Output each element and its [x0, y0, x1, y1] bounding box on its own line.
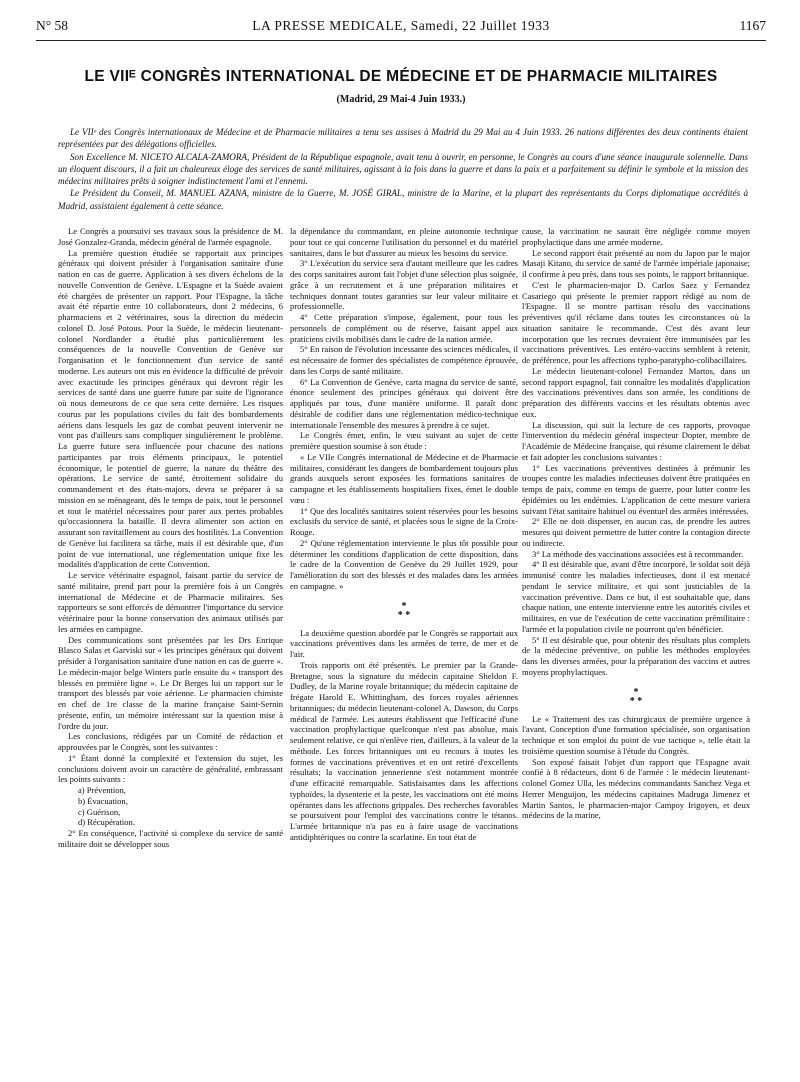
paragraph: Son exposé faisait l'objet d'un rapport que l'Espagne avait confié à 8 rédacteurs, dont 6 de l'armée : le médecin lieutenant-colonel Gomez Ulla, les médecins commandants Sanchez Vega et Herrer Menguijon, les médecins capitaines Madruga Jimenez et Martin Santos, le pharmacien-major Campoy Irigoyen, et deux médecins de la marine, [522, 756, 750, 821]
section-separator: * * * [629, 686, 643, 707]
paragraph: Les conclusions, rédigées par un Comité de rédaction et approuvées par le Congrès, sont les suivantes : [58, 731, 283, 752]
list-item: d) Récupération. [78, 817, 135, 828]
paragraph: Le service vétérinaire espagnol, faisant partie du service de santé militaire, prend part pour la première fois à un Congrès international de Médecine et de Pharmacie militaires. Ses rapporteurs se sont efforcés de démontrer l'importance du service vétérinaire pour la bonne conservation des animaux utilisés par les armées en campagne. [58, 570, 283, 634]
paragraph: « Le VIIe Congrès international de Médecine et de Pharmacie militaires, considérant les dangers de bombardement toujours plus grands auxquels seront exposées les formations sanitaires de campagne et les établissements hospitaliers fixes, émet le double vœu : [290, 451, 518, 505]
article-subtitle: (Madrid, 29 Mai-4 Juin 1933.) [336, 94, 466, 105]
paragraph: 5° En raison de l'évolution incessante des sciences médicales, il est nécessaire de former des spécialistes de compétence éprouvée, dans les Corps de santé militaire. [290, 344, 518, 376]
paragraph: 2° En conséquence, l'activité si complexe du service de santé militaire doit se développer sous [58, 828, 283, 849]
paragraph: Le Congrès émet, enfin, le vœu suivant au sujet de cette première question soumise à son étude : [290, 430, 518, 451]
issue-number: N° 58 [36, 18, 69, 33]
paragraph: Le Congrès a poursuivi ses travaux sous la présidence de M. José Gonzalez-Granda, médecin général de l'armée espagnole. [58, 226, 283, 247]
paragraph: Le médecin lieutenant-colonel Fernandez Martos, dans un second rapport espagnol, fait connaître les modalités d'application des vaccinations préventives dans son armée, les conditions de préparation des différents vaccins et les résultats obtenus avec eux. [522, 365, 750, 419]
list-item: c) Guérison, [78, 806, 121, 817]
paragraph: 3° L'exécution du service sera d'autant meilleure que les cadres des corps sanitaires auront fait l'objet d'une sélection plus soignée, grâce à un recrutement et à une préparation militaires et techniques donnant toutes garanties sur leur valeur militaire et professionnelle. [290, 258, 518, 312]
intro-paragraph: Le Président du Conseil, M. MANUEL AZANA, ministre de la Guerre, M. JOSÉ GIRAL, ministre de la Marine, et la plupart des représentants du Corps diplomatique accrédités à Madrid, assistaient également à cette séance. [58, 188, 748, 211]
paragraph: La première question étudiée se rapportait aux principes généraux qui doivent présider à l'organisation sanitaire d'une nation en cas de guerre. Application à ses divers échelons de la nouvelle Convention de Genève. L'Espagne et la Suède avaient été chargées de présenter un rapport. Pour l'Espagne, la tâche avait été répartie entre 10 collaborateurs, dont 2 médecins, 6 pharmaciens et 2 vétérinaires, sous la direction du médecin colonel D. José Potous. Pour la Suède, le médecin lieutenant-colonel Nordlander a étudié plus particulièrement les conséquences de la nouvelle Convention de Genève sur l'organisation et le fonctionnement d'un service de santé moderne. Les auteurs ont mis en évidence la difficulté de prévoir avec exactitude les principes généraux qui devront régir les services de santé dans une guerre future par suite de l'ignorance où nous demeurons de ce que sera cette dernière. Les risques courus par les populations civiles du fait des bombardements aériens dans lesquels les gaz de combat peuvent intervenir ne vont pas d'ailleurs sans compliquer singulièrement le problème. La guerre future sera influencée pour chacune des nations participantes par trois éléments principaux, le potentiel économique, le potentiel de guerre, la nature du théâtre des opérations. Le service de santé, étroitement solidaire du commandement et des états-majors, devra se préparer à sa mission en se ménageant, dès le temps de paix, tout le personnel et tout le matériel nécessaires pour parer aux pertes probables qu'occasionnera la bataille. Il devra alimenter son action en assurant son ravitaillement au cours des hostilités. La Convention de Genève lui facilitera sa tâche, mais il est désirable que, d'un point de vue international, une réglementation unique fixe les modalités d'application de cette Convention. [58, 247, 283, 570]
intro-paragraph: Le VIIᵉ des Congrès internationaux de Médecine et de Pharmacie militaires a tenu ses assises à Madrid du 29 Mai au 4 Juin 1933. 26 nations différentes des deux continents étaient représentées par des délégations officielles. [58, 127, 748, 150]
list-item: a) Prévention, [78, 785, 126, 795]
paragraph: Le « Traitement des cas chirurgicaux de première urgence à l'avant. Conception d'une formation spécialisée, son organisation technique et son emploi du point de vue tactique », telle était la troisième question soumise à l'étude du Congrès. [522, 713, 750, 756]
paragraph: 4° Il est désirable que, avant d'être incorporé, le soldat soit déjà immunisé contre les maladies infectieuses, dont il est menacé pendant le service militaire, et qui sont justiciables de la vaccination préventive. Dans ce but, il est souhaitable que, dans chaque nation, une entente intervienne entre les autorités civiles et militaires, en vue de l'exécution de cette vaccination prémilitaire : l'armée et la population civile ne pourront qu'en bénéficier. [522, 559, 750, 634]
paragraph: Trois rapports ont été présentés. Le premier par la Grande-Bretagne, sous la signature du médecin capitaine Sheldon F. Dudley, de la Marine royale britannique; du médecin capitaine de frégate Harold E. Whittingham, des forces royales aériennes britanniques; du médecin lieutenant-colonel A. Dawson, du Corps médical de l'armée. Les auteurs établissent que l'efficacité d'une vaccination prophylactique quelconque n'est pas absolue, mais seulement relative, ce qui n'enlève rien, d'ailleurs, à la valeur de la méthode. Les forces britanniques ont eu recours à toutes les formes de vaccinations préventives et en ont retiré d'excellents résultats; la vaccination jennerienne s'est notamment montrée d'une efficacité remarquable. Satisfaisantes dans les affections typhoïdes, la dysenterie et la peste, les vaccinations ont été moins opérantes dans les affections grippales. Des recherches favorables se poursuivent pour l'emploi des vaccinations contre le tétanos. L'armée britannique n'a pas eu à faire usage de vaccinations antidiphtériques ou contre la scarlatine. En tout état de [290, 659, 518, 842]
journal-title: LA PRESSE MEDICALE, Samedi, 22 Juillet 1933 [252, 18, 550, 33]
paragraph: 2° Elle ne doit dispenser, en aucun cas, de prendre les autres mesures qui doivent permettre de lutter contre la contagion directe ou indirecte. [522, 516, 750, 548]
paragraph: C'est le pharmacien-major D. Carlos Saez y Fernandez Casariego qui présente le premier rapport rédigé au nom de l'Espagne. Il se montre partisan résolu des vaccinations préventives qu'il réclame dans toutes les circonstances où la situation sanitaire le recommande. C'est dès avant leur incorporation que les recrues devraient être immunisées par les vaccinations préventives. Les entéro-vaccins semblent à retenir, de préférence, pour les affections typho-paratypho-colibacillaires. [522, 279, 750, 365]
paragraph: 3° La méthode des vaccinations associées est à recommander. [532, 548, 744, 559]
paragraph: la dépendance du commandant, en pleine autonomie technique pour tout ce qui concerne l'utilisation du personnel et du matériel sanitaires, dans le but d'assurer au mieux les besoins du service. [290, 226, 518, 258]
paragraph: Le second rapport était présenté au nom du Japon par le major Masaji Kitano, du service de santé de l'armée impériale japonaise; il confirme à peu près, dans tous ses points, le rapport britannique. [522, 247, 750, 279]
paragraph: 4° Cette préparation s'impose, également, pour tous les personnels de complément ou de réserve, faisant appel aux praticiens civils mobilisés dans le cadre de la nation armée. [290, 312, 518, 344]
paragraph: La deuxième question abordée par le Congrès se rapportait aux vaccinations préventives dans les armées de terre, de mer et de l'air. [290, 627, 518, 659]
article-title: LE VIIᴱ CONGRÈS INTERNATIONAL DE MÉDECINE ET DE PHARMACIE MILITAIRES [84, 68, 718, 85]
running-head [36, 18, 766, 38]
paragraph: 2° Qu'une réglementation intervienne le plus tôt possible pour déterminer les conditions d'application de cette disposition, dans le cadre de la Convention de Genève du 29 Juillet 1929, pour l'amélioration du sort des blessés et des malades dans les armées en campagne. » [290, 537, 518, 591]
article-intro [58, 126, 748, 212]
intro-paragraph: Son Excellence M. NICETO ALCALA-ZAMORA, Président de la République espagnole, avait tenu à ouvrir, en personne, le Congrès au cours d'une séance inaugurale solennelle. Dans un éloquent discours, il a fait un chaleureux éloge des services de santé militaires, agissant à la fois dans la guerre et dans la paix et a parfaitement su définir le symbole et la mission des médecins militaires prêts à soigner indistinctement l'ami et l'ennemi. [58, 151, 748, 187]
section-separator: * * * [397, 600, 411, 621]
paragraph: 5° Il est désirable que, pour obtenir des résultats plus complets de la médecine préventive, on publie les méthodes employées dans les diverses armées, pour la préparation des vaccins et autres moyens prophylactiques. [522, 634, 750, 677]
paragraph: 1° Que des localités sanitaires soient réservées pour les besoins exclusifs du service de santé, et placées sous le signe de la Croix-Rouge. [290, 505, 518, 537]
page-number: 1167 [739, 18, 766, 33]
paragraph: Des communications sont présentées par les Drs Enrique Blasco Salas et Garviski sur « les principes généraux qui doivent présider à l'organisation sanitaire d'une nation en cas de guerre ». Le médecin-major belge Winters parle ensuite du « transport des blessés en première ligne ». Le Dr Berges lui un rapport sur le transport des blessés par voie aérienne. Le pharmacien chimiste en chef de 1re classe de la marine française Saint-Sernin présente, enfin, un mémoire intéressant sur la question mise à l'ordre du jour. [58, 634, 283, 731]
column-1 [58, 226, 283, 850]
paragraph: cause, la vaccination ne saurait être négligée comme moyen prophylactique dans une armée moderne. [522, 226, 750, 247]
paragraph: 1° Les vaccinations préventives destinées à prémunir les troupes contre les maladies infectieuses doivent être pratiquées en temps de paix, comme en temps de guerre, pour lutter contre les épidémies ou les endémies. L'application de cette mesure variera suivant l'état sanitaire habituel ou éventuel des armées intéressées. [522, 462, 750, 516]
paragraph: La discussion, qui suit la lecture de ces rapports, provoque l'intervention du médecin général inspecteur Dopter, membre de l'Académie de Médecine française, qui résume clairement le débat et fait adopter les conclusions suivantes : [522, 419, 750, 462]
header-rule [36, 40, 766, 41]
column-2 [290, 226, 518, 843]
paragraph: 6° La Convention de Genève, carta magna du service de santé, énonce seulement des principes généraux qui doivent être appliqués par tous, d'une manière uniforme. Il paraît donc désirable de codifier dans une réglementation médico-technique internationale l'ensemble des mesures à prendre à ce sujet. [290, 376, 518, 430]
list-item: b) Évacuation, [78, 795, 128, 806]
paragraph: 1° Étant donné la complexité et l'extension du sujet, les conclusions doivent avoir un caractère de généralité, embrassant les points suivants : [58, 752, 283, 785]
column-3 [522, 226, 750, 821]
